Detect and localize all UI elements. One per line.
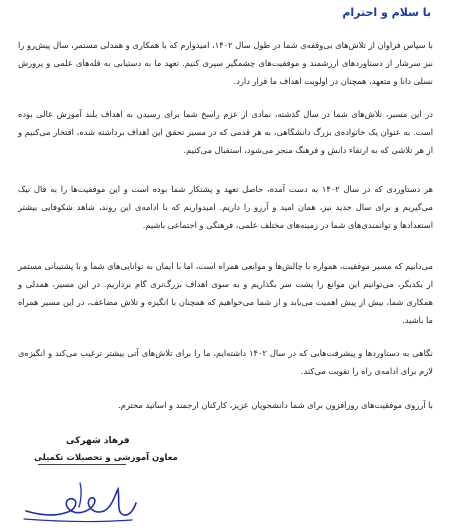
paragraph-3: هر دستاوردی که در سال ۱۴۰۲ به دست آمده، حاصل تعهد و پشتکار شما بوده است و این موفقیت‌ها را به فال نیک می‌گیریم و برای سال جدید نیز، همان امید و آرزو را داریم. امیدواریم که با ادامه‌ی این روند، شاهد شکوفایی بیشتر استعدادها و توانمندی‌های شما در زمینه‌های مختلف علمی، فرهنگی و اجتماعی باشیم. bbox=[18, 184, 433, 230]
signature-rule bbox=[38, 464, 126, 465]
signatory-title: معاون آموزشی و تحصیلات تکمیلی bbox=[34, 453, 178, 463]
greeting: با سلام و احترام bbox=[342, 6, 431, 19]
handwritten-signature bbox=[20, 471, 140, 529]
paragraph-1: با سپاس فراوان از تلاش‌های بی‌وقفه‌ی شما در طول سال ۱۴۰۲، امیدوارم که با همکاری و همدلی مستمر، سال پیش‌رو را نیز سرشار از دستاوردهای ارزشمند و موفقیت‌های چشمگیر سپری کنیم. تعهد ما به دستیابی به قله‌های علمی و پرورش نسلی دانا و متعهد، همچنان در اولویت اهداف ما قرار دارد. bbox=[18, 40, 433, 86]
paragraph-4: می‌دانیم که مسیر موفقیت، همواره با چالش‌ها و موانعی همراه است، اما با ایمان به توانایی‌های شما و با پشتیبانی مستمر از یکدیگر، می‌توانیم این موانع را پشت سر بگذاریم و به سوی اهداف بزرگ‌تری گام برداریم. در این مسیر، همدلی و همکاری شما، بیش از پیش اهمیت می‌یابد و از شما می‌خواهیم که همچنان با انگیزه و تلاش مضاعف، در این مسیر همراه ما باشید. bbox=[18, 261, 433, 325]
paragraph-5: نگاهی به دستاوردها و پیشرفت‌هایی که در سال ۱۴۰۲ داشته‌ایم، ما را برای تلاش‌های آتی بیشتر ترغیب می‌کند و انگیزه‌ی لازم برای ادامه‌ی راه را تقویت می‌کند. bbox=[18, 348, 433, 376]
signatory-name: فرهاد شهرکی bbox=[66, 436, 130, 446]
signature-block bbox=[0, 433, 451, 532]
paragraph-2: در این مسیر، تلاش‌های شما در سال گذشته، نمادی از عزم راسخ شما برای رسیدن به اهداف بلند آموزش عالی بوده است. به عنوان یک خانواده‌ی بزرگ دانشگاهی، به هر قدمی که در مسیر تحقق این اهداف برداشته شده، افتخار می‌کنیم و از هر تلاشی که به ارتقاء دانش و فرهنگ منجر می‌شود، استقبال می‌کنیم. bbox=[18, 109, 433, 155]
paragraph-6: با آرزوی موفقیت‌های روزافزون برای شما دانشجویان عزیز، کارکنان ارجمند و اساتید محترم. bbox=[118, 400, 433, 410]
